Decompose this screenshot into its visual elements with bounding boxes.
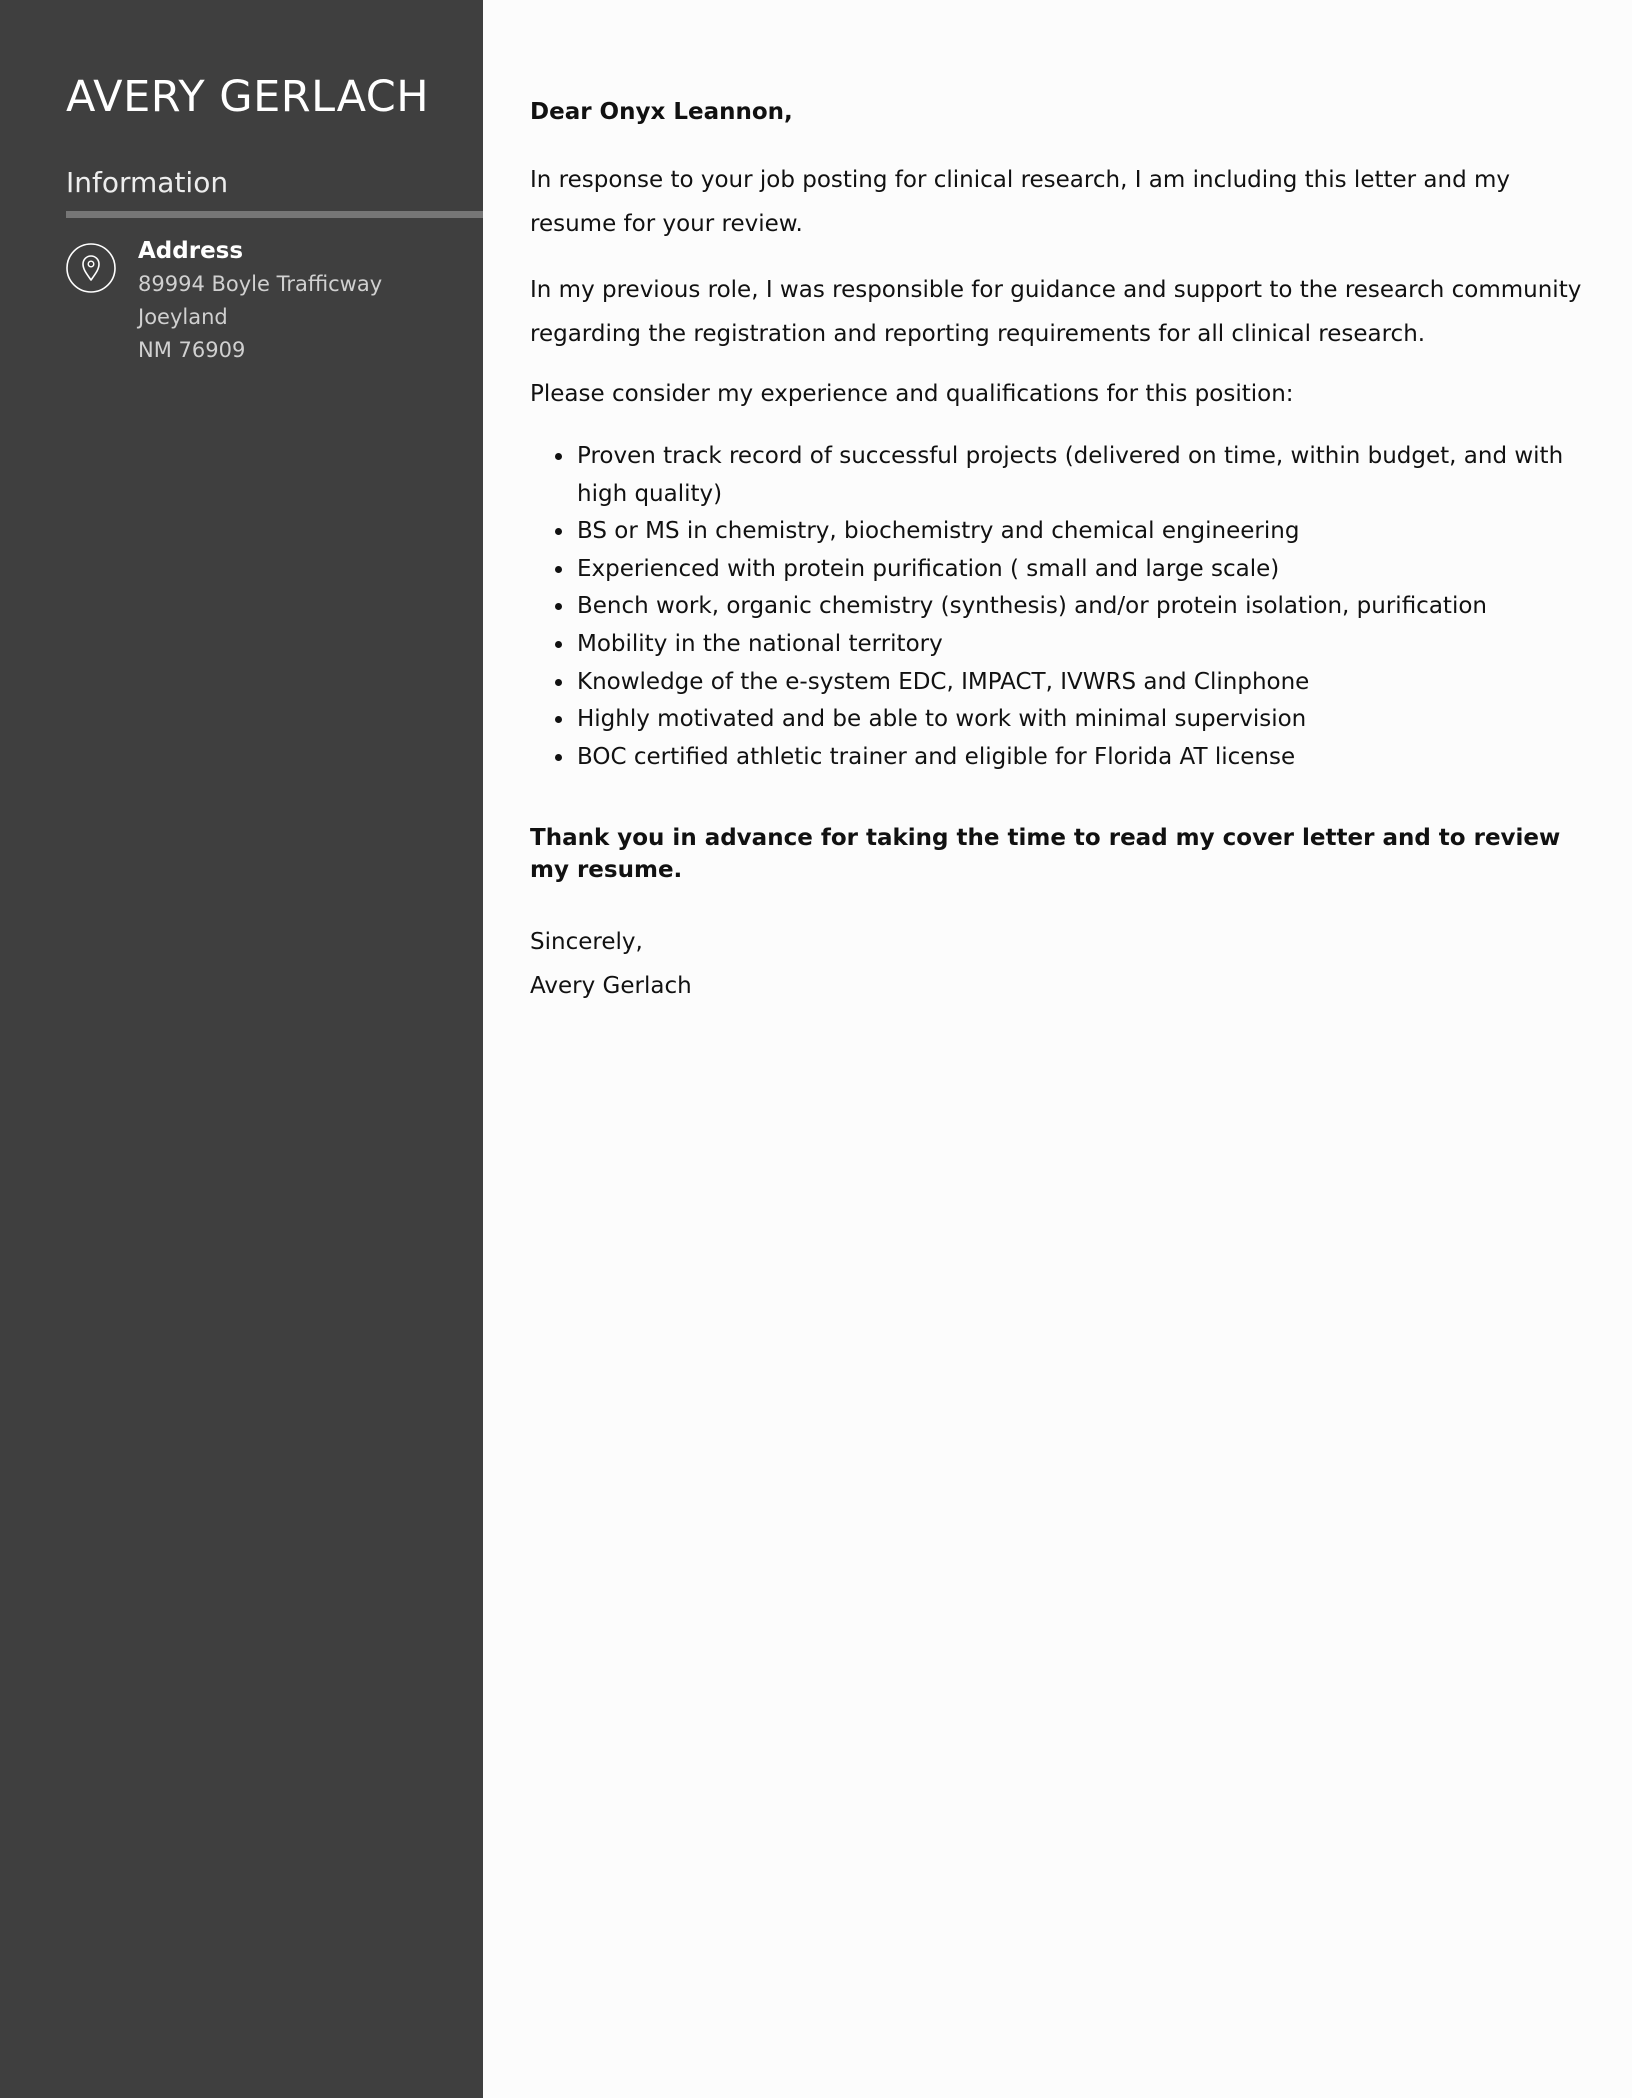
address-city: Joeyland [138, 305, 228, 329]
qualification-item: • Proven track record of successful projects (delivered on time, within budget, and with high quality) [575, 438, 1590, 513]
address-label: Address [138, 238, 244, 264]
section-divider [66, 211, 483, 218]
qualification-item: • Mobility in the national territory [575, 626, 1590, 664]
sidebar [0, 0, 483, 2098]
qualification-item: • Bench work, organic chemistry (synthesis) and/or protein isolation, purification [575, 588, 1590, 626]
applicant-name: AVERY GERLACH [66, 72, 430, 122]
closing-statement: Thank you in advance for taking the time to read my cover letter and to review my resume. [530, 825, 1561, 884]
signature-name: Avery Gerlach [530, 973, 692, 1000]
letter-paragraph: In my previous role, I was responsible for guidance and support to the research community regarding the registration and reporting requirements for all clinical research. [530, 277, 1582, 347]
qualification-item: • Highly motivated and be able to work with minimal supervision [575, 701, 1590, 739]
qualifications-intro: Please consider my experience and qualifications for this position: [530, 381, 1294, 407]
information-heading: Information [66, 166, 229, 199]
qualification-item: • BOC certified athletic trainer and eligible for Florida AT license [575, 739, 1590, 777]
qualification-item: • Experienced with protein purification ( small and large scale) [575, 551, 1590, 589]
map-pin-icon [66, 243, 116, 293]
qualifications-list [530, 438, 1590, 776]
sign-off: Sincerely, [530, 929, 643, 956]
qualification-item: • BS or MS in chemistry, biochemistry and chemical engineering [575, 513, 1590, 551]
address-street: 89994 Boyle Trafficway [138, 272, 383, 296]
qualification-item: • Knowledge of the e-system EDC, IMPACT, IVWRS and Clinphone [575, 664, 1590, 702]
letter-paragraph: In response to your job posting for clinical research, I am including this letter and my resume for your review. [530, 167, 1511, 237]
letter-greeting: Dear Onyx Leannon, [530, 99, 793, 125]
cover-letter [530, 96, 1590, 1008]
address-state-zip: NM 76909 [138, 338, 246, 362]
